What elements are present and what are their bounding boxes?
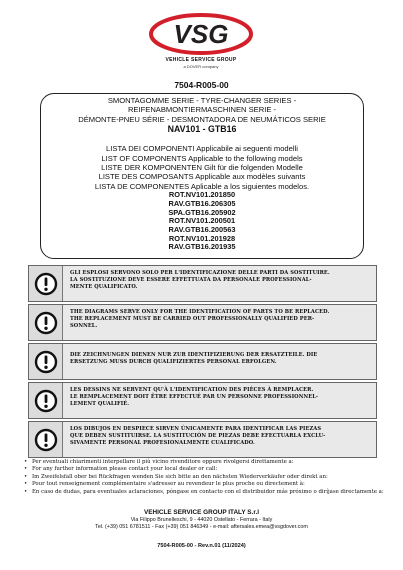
component-line: LISTA DEI COMPONENTI Applicabile ai seguenti modelli bbox=[106, 144, 298, 154]
warning-box-it bbox=[28, 265, 377, 302]
model-code: ROT.NV101.201850 bbox=[168, 190, 236, 200]
series-line: SMONTAGOMME SERIE - TYRE-CHANGER SERIES - bbox=[107, 96, 297, 105]
logo-tagline: a DOVER company bbox=[183, 64, 219, 69]
bullet-icon: • bbox=[24, 473, 28, 480]
warning-text: LES DESSINS NE SERVENT QU'À L'IDENTIFICATION DES PIÈCES À REMPLACER. LE REMPLACEMENT DOIT ÊTRE EFFECTUÉ PAR UN PERSONNE PROFESSIONNEL- LEMENT QUALIFIÉ. bbox=[70, 387, 319, 408]
series-line: DÉMONTE-PNEU SÉRIE - DESMONTADORA DE NEUMÁTICOS SERIE bbox=[78, 114, 326, 124]
brand-logo bbox=[148, 12, 254, 74]
series-line: REIFENABMONTIERMASCHINEN SERIE - bbox=[127, 105, 277, 115]
company-address: Via Filippo Brunelleschi, 9 - 44020 Ostellato - Ferrara - Italy bbox=[130, 517, 273, 523]
component-line: LISTE DES COMPOSANTS Applicable aux modèles suivants bbox=[98, 172, 306, 182]
bullet-icon: • bbox=[24, 466, 28, 473]
vsg-logo-icon bbox=[148, 12, 254, 56]
exclamation-circle-icon bbox=[29, 305, 63, 340]
note-item: • En caso de dudas, para eventuales aclaraciones, póngase en contacto con el distribuidor más próximo o diríjase directamente a: bbox=[24, 488, 384, 495]
bullet-icon: • bbox=[24, 481, 28, 488]
component-line: LISTE DER KOMPONENTEN Gilt für die folgenden Modelle bbox=[101, 163, 303, 173]
model-title: NAV101 - GTB16 bbox=[167, 124, 237, 135]
component-line: LISTA DE COMPONENTES Aplicable a los siguientes modelos. bbox=[94, 181, 310, 191]
bullet-icon: • bbox=[24, 488, 28, 495]
revision-number: 7504-R005-00 - Rev.n.01 (11/2024) bbox=[157, 543, 246, 549]
warning-text: THE DIAGRAMS SERVE ONLY FOR THE IDENTIFICATION OF PARTS TO BE REPLACED. THE REPLACEMENT MUST BE CARRIED OUT PROFESSIONALLY QUALIFIED PER- SONNEL. bbox=[70, 309, 330, 330]
component-line: LIST OF COMPONENTS Applicable to the following models bbox=[101, 153, 303, 163]
document-number: 7504-R005-00 bbox=[174, 80, 229, 90]
note-item: • Pour tout renseignement complémentaire s'adresser au revendeur le plus proche ou directement à: bbox=[24, 481, 305, 488]
warning-text: DIE ZEICHNUNGEN DIENEN NUR ZUR IDENTIFIZIERUNG DER ERSATZTEILE. DIE ERSETZUNG MUSS DURCH QUALIFIZIERTES PERSONAL ERFOLGEN. bbox=[70, 352, 318, 366]
note-item: • Per eventuali chiarimenti interpellare il più vicino rivenditore oppure rivolgersi direttamente a: bbox=[24, 459, 294, 465]
model-code: ROT.NV101.200501 bbox=[168, 216, 236, 226]
bullet-icon: • bbox=[24, 459, 28, 465]
warning-box-es bbox=[28, 421, 377, 458]
model-code: ROT.NV101.201928 bbox=[168, 233, 236, 243]
exclamation-circle-icon bbox=[29, 266, 63, 301]
exclamation-circle-icon bbox=[29, 344, 63, 379]
warning-text: GLI ESPLOSI SERVONO SOLO PER L'IDENTIFICAZIONE DELLE PARTI DA SOSTITUIRE. LA SOSTITUZIONE DEVE ESSERE EFFETTUATA DA PERSONALE PROFESSIONAL- MENTE QUALIFICATO. bbox=[70, 270, 330, 291]
model-code: RAV.GTB16.200563 bbox=[168, 225, 236, 235]
company-contacts: Tel. (+39) 051 6781511 - Fax (+39) 051 846349 - e-mail: aftersales.emea@vsgdover.com bbox=[95, 524, 308, 530]
model-code: RAV.GTB16.206305 bbox=[168, 198, 236, 208]
warning-box-fr bbox=[28, 382, 377, 419]
logo-subtitle: VEHICLE SERVICE GROUP bbox=[165, 57, 237, 63]
company-footer bbox=[0, 509, 403, 549]
model-code: RAV.GTB16.201935 bbox=[168, 242, 236, 252]
note-item: • For any further information please contact your local dealer or call: bbox=[24, 466, 218, 473]
model-code: SPA.GTB16.205902 bbox=[168, 207, 236, 217]
models-box bbox=[40, 93, 364, 259]
exclamation-circle-icon bbox=[29, 383, 63, 418]
contact-notes bbox=[24, 459, 384, 496]
warning-box-en bbox=[28, 304, 377, 341]
exclamation-circle-icon bbox=[29, 422, 63, 457]
warning-box-de bbox=[28, 343, 377, 380]
warning-text: LOS DIBUJOS EN DESPIECE SIRVEN ÚNICAMENTE PARA IDENTIFICAR LAS PIEZAS QUE DEBEN SUSTITUIRSE. LA SUSTITUCIÓN DE PIEZAS DEBE EFECTUARLA EXCLU- SIVAMENTE PERSONAL PROFESIONALMENTE CUALIFICADO. bbox=[70, 426, 326, 447]
logo-brand-text: VSG bbox=[173, 19, 229, 49]
note-item: • Im Zweifelsfall ober bei Rückfragen wenden Sie sich bitte an den nächsten Wiederverkäufer oder direkt an: bbox=[24, 473, 328, 480]
company-name: VEHICLE SERVICE GROUP ITALY S.r.l bbox=[143, 509, 260, 516]
